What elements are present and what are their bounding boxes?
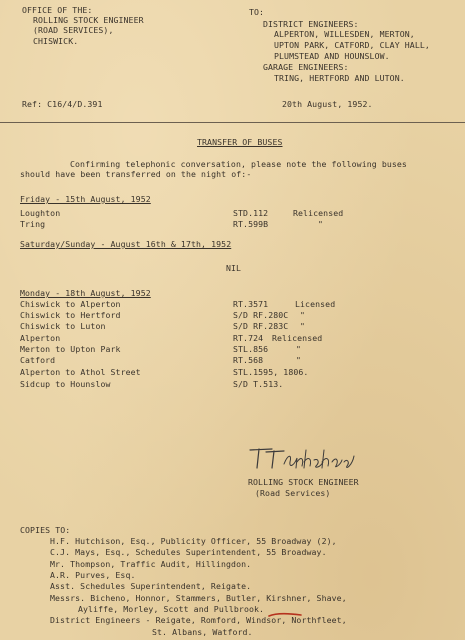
monday-route-5: Merton to Upton Park xyxy=(20,344,121,354)
section-heading-monday: Monday - 18th August, 1952 xyxy=(20,288,151,298)
copies-line-3: Mr. Thompson, Traffic Audit, Hillingdon. xyxy=(50,559,252,569)
friday-bus-2: RT.599B xyxy=(233,219,269,229)
monday-bus-1: RT.3571 xyxy=(233,299,269,309)
monday-route-1: Chiswick to Alperton xyxy=(20,299,121,309)
friday-note-2: " xyxy=(318,219,324,229)
red-pen-underline xyxy=(268,612,302,618)
to-line-2: ALPERTON, WILLESDEN, MERTON, xyxy=(274,29,415,39)
monday-bus-5: STL.856 xyxy=(233,344,269,354)
copies-line-7: Ayliffe, Morley, Scott and Pullbrook. xyxy=(78,604,265,614)
monday-note-2: " xyxy=(300,310,306,320)
office-line-4: CHISWICK. xyxy=(33,36,79,46)
intro-line-2: should have been transferred on the night of:- xyxy=(20,169,252,179)
to-label: TO: xyxy=(249,7,265,17)
monday-note-4: Relicensed xyxy=(272,333,323,343)
handwritten-signature xyxy=(244,444,364,474)
copies-line-2: C.J. Mays, Esq., Schedules Superintendent, 55 Broadway. xyxy=(50,547,327,557)
friday-route-2: Tring xyxy=(20,219,46,229)
document-title: TRANSFER OF BUSES xyxy=(197,137,283,147)
monday-bus-4: RT.724 xyxy=(233,333,264,343)
signature-title-line-2: (Road Services) xyxy=(255,488,331,498)
copies-line-8: District Engineers - Reigate, Romford, Windsor, Northfleet, xyxy=(50,615,347,625)
to-line-4: PLUMSTEAD AND HOUNSLOW. xyxy=(274,51,390,61)
to-line-3: UPTON PARK, CATFORD, CLAY HALL, xyxy=(274,40,430,50)
copies-line-1: H.F. Hutchison, Esq., Publicity Officer, 55 Broadway (2), xyxy=(50,536,337,546)
copies-line-5: Asst. Schedules Superintendent, Reigate. xyxy=(50,581,252,591)
monday-note-5: " xyxy=(296,344,302,354)
friday-note-1: Relicensed xyxy=(293,208,344,218)
office-line-2: ROLLING STOCK ENGINEER xyxy=(33,15,144,25)
monday-route-4: Alperton xyxy=(20,333,61,343)
monday-route-2: Chiswick to Hertford xyxy=(20,310,121,320)
reference-number: Ref: C16/4/D.391 xyxy=(22,99,103,109)
copies-line-6: Messrs. Bicheno, Honnor, Stammers, Butler, Kirshner, Shave, xyxy=(50,593,347,603)
friday-bus-1: STD.112 xyxy=(233,208,269,218)
monday-bus-6: RT.568 xyxy=(233,355,264,365)
copies-line-9: St. Albans, Watford. xyxy=(152,627,253,637)
friday-route-1: Loughton xyxy=(20,208,61,218)
monday-bus-8: S/D T.513. xyxy=(233,379,284,389)
letter-date: 20th August, 1952. xyxy=(282,99,373,109)
to-line-6: TRING, HERTFORD AND LUTON. xyxy=(274,73,405,83)
monday-note-1: Licensed xyxy=(295,299,336,309)
signature-title-line-1: ROLLING STOCK ENGINEER xyxy=(248,477,359,487)
to-line-5: GARAGE ENGINEERS: xyxy=(263,62,349,72)
monday-route-7: Alperton to Athol Street xyxy=(20,367,141,377)
intro-line-1: Confirming telephonic conversation, please note the following buses xyxy=(70,159,407,169)
section-heading-weekend: Saturday/Sunday - August 16th & 17th, 1952 xyxy=(20,239,232,249)
monday-bus-2: S/D RF.280C xyxy=(233,310,289,320)
monday-route-8: Sidcup to Hounslow xyxy=(20,379,111,389)
monday-note-6: " xyxy=(296,355,302,365)
monday-bus-3: S/D RF.283C xyxy=(233,321,289,331)
monday-bus-7: STL.1595, 1806. xyxy=(233,367,309,377)
to-line-1: DISTRICT ENGINEERS: xyxy=(263,19,359,29)
copies-label: COPIES TO: xyxy=(20,525,71,535)
weekend-nil: NIL xyxy=(226,263,242,273)
monday-route-6: Catford xyxy=(20,355,56,365)
monday-note-3: " xyxy=(300,321,306,331)
copies-line-4: A.R. Purves, Esq. xyxy=(50,570,136,580)
office-line-3: (ROAD SERVICES), xyxy=(33,25,114,35)
section-heading-friday: Friday - 15th August, 1952 xyxy=(20,194,151,204)
divider-line xyxy=(0,122,465,123)
monday-route-3: Chiswick to Luton xyxy=(20,321,106,331)
office-line-1: OFFICE OF THE: xyxy=(22,5,93,15)
